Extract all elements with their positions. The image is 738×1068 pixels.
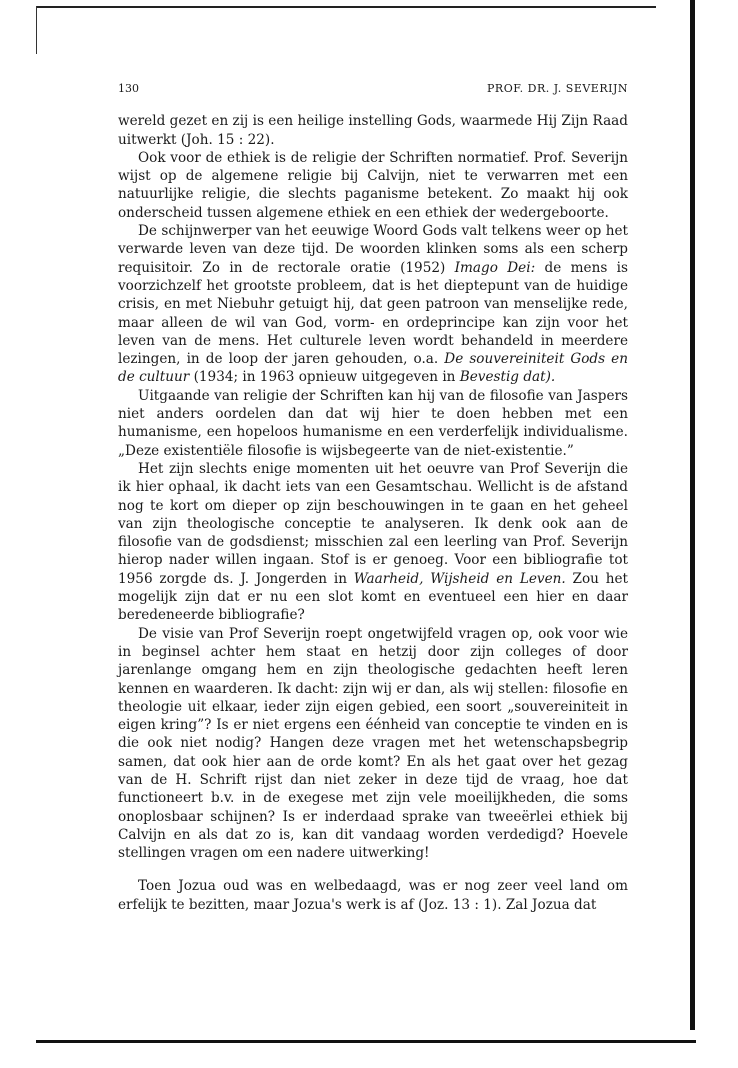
italic-title-imago-dei: Imago Dei: (454, 259, 536, 276)
text-run: De visie van Prof Severijn roept ongetwijfeld vragen op, ook voor wie in beginsel achter hem staat en hetzij door zijn colleges of door jarenlange omgang hem en zijn theologische gedachten heeft leren kennen en waarderen. Ik dacht: zijn wij er dan, als wij stellen: filosofie en theologie uit elkaar, ieder zijn eigen gebied, een soort „souvereiniteit in eigen kring”? Is er niet ergens een éénheid van conceptie te vinden en is die ook niet nodig? Hangen deze vragen met het wetenschapsbegrip samen, dat ook hier aan de orde komt? En als het gaat over het gezag van de H. Schrift rijst dan niet zeker in deze tijd de vraag, hoe dat functioneert b.v. in de exegese met zijn vele moeilijkheden, die soms onoplosbaar schijnen? Is er inderdaad sprake van tweeërlei ethiek bij Calvijn en als dat zo is, kan dit vandaag worden verdedigd? Hoevele stellingen vragen om een nadere uitwerking! (118, 625, 628, 862)
paragraph-2 (118, 149, 628, 222)
italic-title-bevestig-dat: Bevestig dat). (459, 369, 556, 386)
paragraph-5 (118, 460, 628, 625)
paragraph-7 (118, 877, 628, 914)
paragraph-4 (118, 387, 628, 460)
text-run: Uitgaande van religie der Schriften kan hij van de filosofie van Jaspers niet anders oordelen dan dat wij hier te doen hebben met een humanisme, een hopeloos humanisme en een verderfelijk individualisme. „Deze existentiële filosofie is wijsbegeerte van de niet-existentie.” (118, 387, 628, 459)
scan-edge-right (690, 0, 695, 1030)
scan-edge-left (36, 6, 37, 54)
book-page (118, 80, 628, 914)
text-run: Het zijn slechts enige momenten uit het oeuvre van Prof Severijn die ik hier ophaal, ik dacht iets van een Gesamtschau. Wellicht is de afstand nog te kort om dieper op zijn beschouwingen in te gaan en het geheel van zijn theologische conceptie te analyseren. Ik denk ook aan de filosofie van de godsdienst; misschien zal een leerling van Prof. Severijn hierop nader willen ingaan. Stof is er genoeg. Voor een bibliografie tot 1956 zorgde ds. J. Jongerden in (118, 460, 628, 587)
scan-edge-bottom (36, 1040, 696, 1043)
paragraph-6 (118, 625, 628, 863)
italic-title-souvereiniteit: De souvereiniteit Gods en de cultuur (118, 351, 628, 386)
text-run: (1934; in 1963 opnieuw uitgegeven in (189, 369, 460, 386)
running-title: PROF. DR. J. SEVERIJN (487, 82, 628, 95)
paragraph-3 (118, 222, 628, 387)
text-run: Ook voor de ethiek is de religie der Schriften normatief. Prof. Severijn wijst op de algemene religie bij Calvijn, niet te verwarren met een natuurlijke religie, die slechts paganisme betekent. Zo maakt hij ook onderscheid tussen algemene ethiek en een ethiek der wedergeboorte. (118, 149, 628, 221)
text-run: De schijnwerper van het eeuwige Woord Gods valt telkens weer op het verwarde leven van deze tijd. De woorden klinken soms als een scherp requisitoir. Zo in de rectorale oratie (1952) (118, 223, 628, 276)
scan-edge-top (36, 6, 656, 8)
text-run: Zou het mogelijk zijn dat er nu een slot komt en eventueel een hier en daar beredeneerde bibliografie? (118, 570, 628, 624)
paragraph-1 (118, 112, 628, 149)
text-run: Toen Jozua oud was en welbedaagd, was er nog zeer veel land om erfelijk te bezitten, maar Jozua's werk is af (Joz. 13 : 1). Zal Jozua dat (118, 878, 628, 913)
running-header (118, 80, 628, 98)
page-number: 130 (118, 82, 139, 95)
italic-title-waarheid: Waarheid, Wijsheid en Leven. (353, 570, 566, 587)
text-run: de mens is voorzichzelf het grootste probleem, dat is het dieptepunt van de huidige crisis, en met Niebuhr getuigt hij, dat geen patroon van menselijke rede, maar alleen de wil van God, vorm- en ordeprincipe kan zijn voor het leven van de mens. Het culturele leven wordt behandeld in meerdere lezingen, in de loop der jaren gehouden, o.a. (118, 259, 629, 368)
text-run: wereld gezet en zij is een heilige instelling Gods, waarmede Hij Zijn Raad uitwerkt (Joh. 15 : 22). (118, 113, 628, 148)
